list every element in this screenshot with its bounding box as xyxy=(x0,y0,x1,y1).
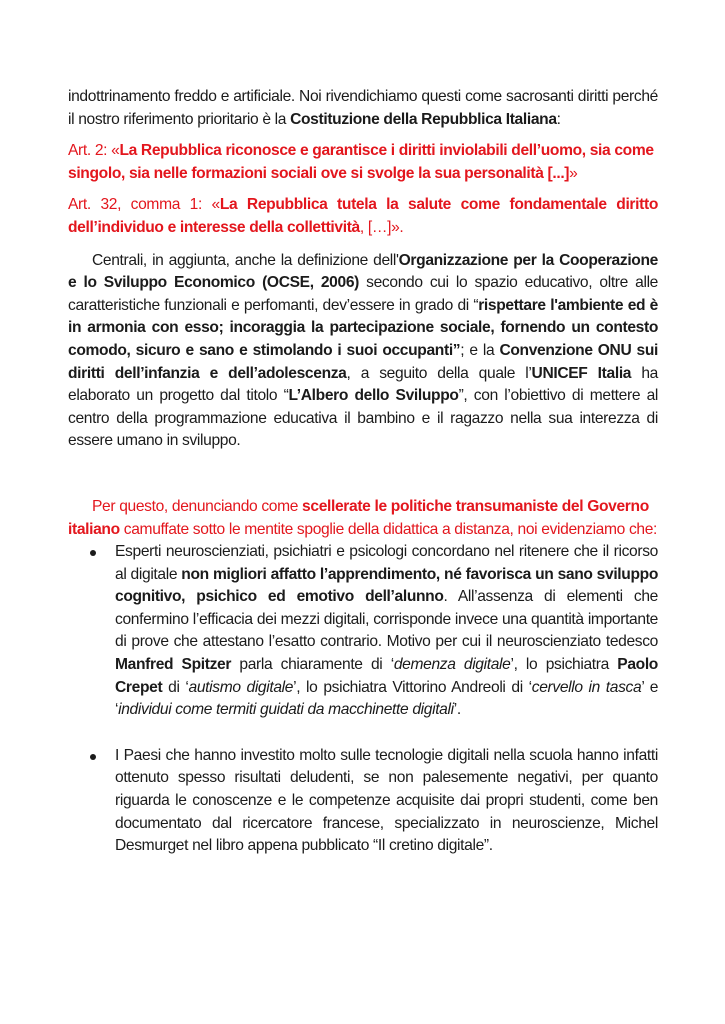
bullet-1-text-8: ’. xyxy=(453,701,461,719)
termiti-term: individui come termiti guidati da macchinette digitali xyxy=(118,701,454,719)
bullet-icon xyxy=(90,550,96,556)
list-item xyxy=(68,745,658,858)
transumaniste-emphasis: scellerate le politiche transumaniste del Governo italiano xyxy=(68,497,649,538)
ocse-reference: Organizzazione per la Cooperazione e lo Sviluppo Economico (OCSE, 2006) xyxy=(68,251,658,292)
article-32-text: La Repubblica tutela la salute come fondamentale diritto dell’individuo e interesse della collettività xyxy=(68,196,658,236)
bullet-1-text-4: ’, lo psichiatra xyxy=(510,656,618,674)
demenza-digitale-term: demenza digitale xyxy=(393,656,511,674)
centrali-text-5: ha elaborato un progetto dal titolo “ xyxy=(68,364,658,405)
albero-sviluppo-title: L’Albero dello Sviluppo xyxy=(288,387,459,405)
centrali-paragraph xyxy=(68,250,658,453)
centrali-text-4: , a seguito della quale l’ xyxy=(346,364,532,382)
article-2-label: Art. 2: « xyxy=(68,142,120,160)
article-2-quote xyxy=(68,140,658,185)
centrali-text-1: Centrali, in aggiunta, anche la definizione dell' xyxy=(92,251,399,269)
article-2-text: La Repubblica riconosce e garantisce i diritti inviolabili dell’uomo, sia come singolo, sia nelle formazioni sociali ove si svolge la sua personalità [...] xyxy=(68,142,654,182)
intro-colon: : xyxy=(556,110,561,128)
bullet-list xyxy=(68,541,658,858)
intro-paragraph xyxy=(68,86,658,131)
per-questo-paragraph xyxy=(68,496,658,541)
article-32-close: , […]». xyxy=(359,218,404,236)
ocse-quote: rispettare l'ambiente ed è in armonia con esso; incoraggia la partecipazione sociale, fornendo un contesto comodo, sicuro e sano e stimolando i suoi occupanti” xyxy=(68,296,658,359)
unicef-reference: UNICEF Italia xyxy=(531,364,632,382)
document-page xyxy=(68,86,658,858)
centrali-text-3: ; e la xyxy=(460,341,500,359)
intro-text: indottrinamento freddo e artificiale. Noi rivendichiamo questi come sacrosanti diritti perché il nostro riferimento prioritario è la xyxy=(68,88,658,128)
spitzer-name: Manfred Spitzer xyxy=(115,656,232,674)
bullet-1-text-5: di ‘ xyxy=(162,678,189,696)
autismo-digitale-term: autismo digitale xyxy=(188,678,294,696)
bullet-2-text: I Paesi che hanno investito molto sulle tecnologie digitali nella scuola hanno infatti ottenuto spesso risultati deludenti, se non palesemente negativi, per quanto riguarda le conoscenze e le competenze acquisite dai propri studenti, come ben documentato dal ricercatore francese, specializzato in neuroscienze, Michel Desmurget nel libro appena pubblicato “Il cretino digitale”. xyxy=(115,746,658,855)
per-questo-text-1: Per questo, denunciando come xyxy=(92,497,303,515)
article-32-quote xyxy=(68,194,658,239)
centrali-text-6: ”, con l’obiettivo di mettere al centro della programmazione educativa il bambino e il ragazzo nella sua interezza di essere umano in sviluppo. xyxy=(68,387,659,450)
list-item xyxy=(68,541,658,722)
crepet-name: Paolo Crepet xyxy=(115,656,658,696)
article-32-label: Art. 32, comma 1: « xyxy=(68,196,220,214)
bullet-1-text-7: ’ e ‘ xyxy=(115,678,659,719)
centrali-text-2: secondo cui lo spazio educativo, oltre alle caratteristiche funzionali e perfomanti, dev’essere in grado di “ xyxy=(68,274,659,314)
onu-convention-reference: Convenzione ONU sui diritti dell’infanzia e dell’adolescenza xyxy=(68,341,659,382)
cervello-in-tasca-term: cervello in tasca xyxy=(531,678,642,696)
bullet-1-text-3: parla chiaramente di ‘ xyxy=(231,656,394,674)
bullet-icon xyxy=(90,754,96,760)
article-2-close: » xyxy=(569,164,578,182)
bullet-1-text-6: ’, lo psichiatra Vittorino Andreoli di ‘ xyxy=(293,678,532,696)
bullet-1-emphasis: non migliori affatto l’apprendimento, né favorisca un sano sviluppo cognitivo, psichico ed emotivo dell’alunno xyxy=(115,565,658,606)
bullet-1-text-1: Esperti neuroscienziati, psichiatri e psicologi concordano nel ritenere che il ricorso al digitale xyxy=(115,543,658,583)
constitution-reference: Costituzione della Repubblica Italiana xyxy=(290,110,557,128)
bullet-1-text-2: . All’assenza di elementi che confermino l’efficacia dei mezzi digitali, corrisponde invece una quantità importante di prove che attestano l’esatto contrario. Motivo per cui il neuroscienziato tedesco xyxy=(115,588,658,651)
per-questo-text-2: camuffate sotto le mentite spoglie della didattica a distanza, noi evidenziamo che: xyxy=(119,520,658,538)
